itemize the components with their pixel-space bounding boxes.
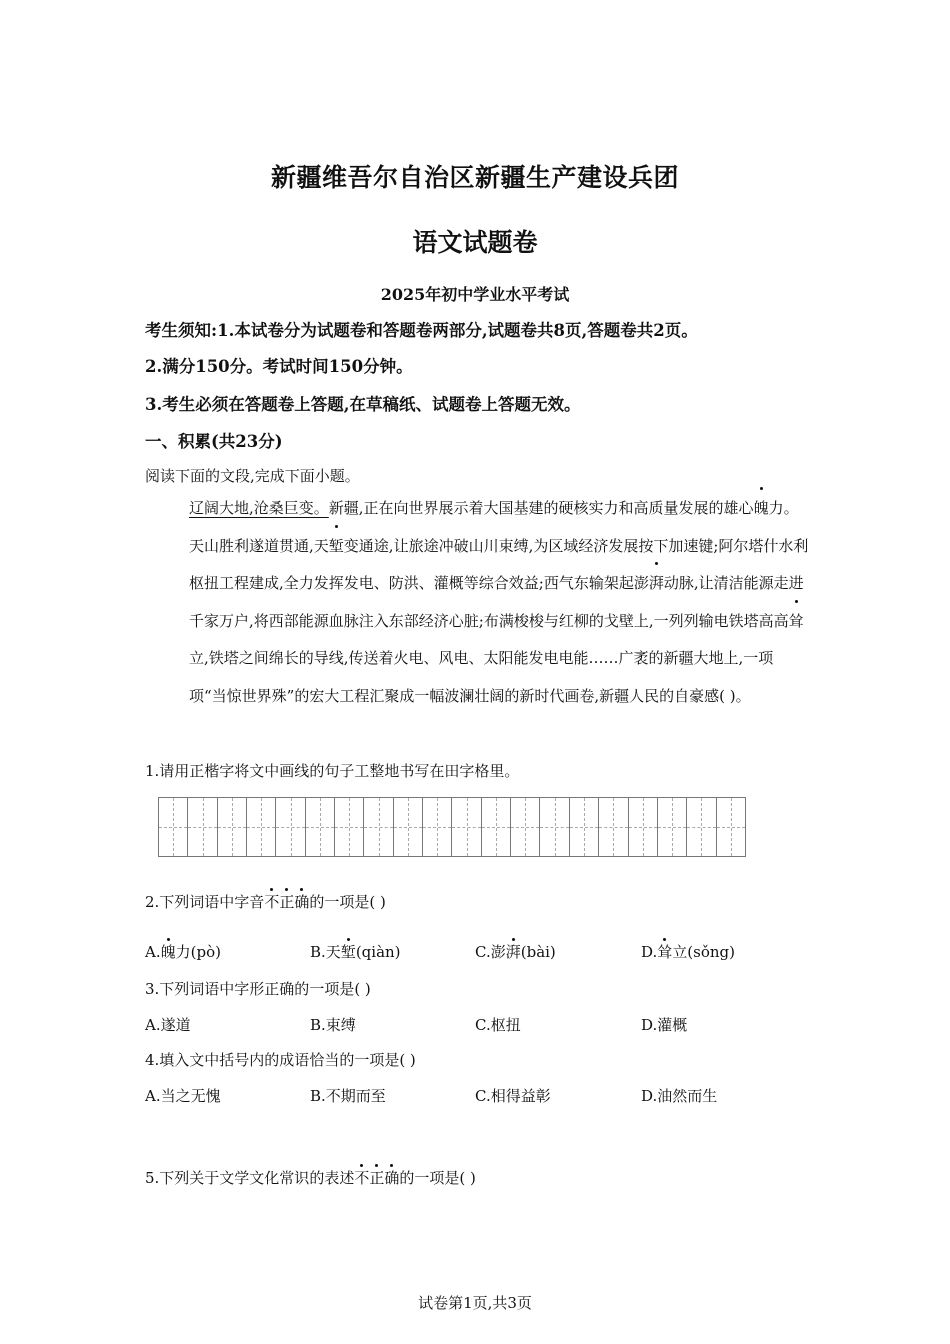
grid-cell[interactable]: [159, 798, 188, 856]
grid-cell[interactable]: [629, 798, 658, 856]
question-text: 2.下列词语中字音: [145, 893, 265, 911]
answer-option[interactable]: A.当之无愧: [145, 1087, 221, 1105]
passage-text: 新疆,正在向世界展示着大国基建的硬核实力和高质量发展的雄心: [328, 499, 754, 517]
dotted-char: 确: [384, 1169, 400, 1187]
grid-cell[interactable]: [247, 798, 276, 856]
passage-text: 变通途,让旅途冲破山川束缚,为区域经济发展按下加速键;阿尔塔什水利枢扭工程建成,全力发挥发电、防洪、灌概等综合效益;西气东输架起澎: [189, 536, 809, 592]
grid-cell[interactable]: [482, 798, 511, 856]
grid-cell[interactable]: [658, 798, 687, 856]
question-4: 4.填入文中括号内的成语恰当的一项是( ): [145, 1051, 416, 1069]
answer-option[interactable]: A.遂道: [145, 1016, 191, 1034]
exam-name: 2025年初中学业水平考试: [380, 285, 570, 304]
grid-cell[interactable]: [218, 798, 247, 856]
grid-cell[interactable]: [599, 798, 628, 856]
dotted-char: 不: [354, 1169, 370, 1187]
answer-option[interactable]: D.油然而生: [641, 1087, 718, 1105]
dotted-char: 堑: [329, 528, 344, 566]
grid-cell[interactable]: [540, 798, 569, 856]
grid-cell[interactable]: [511, 798, 540, 856]
dotted-char: 正: [369, 1169, 385, 1187]
grid-cell[interactable]: [687, 798, 716, 856]
notice-line-2: 2.满分150分。考试时间150分钟。: [145, 357, 413, 376]
dotted-char: 确: [294, 893, 310, 911]
grid-cell[interactable]: [570, 798, 599, 856]
answer-option[interactable]: C.澎湃(bài): [475, 943, 556, 961]
notice-line-1: 考生须知:1.本试卷分为试题卷和答题卷两部分,试题卷共8页,答题卷共2页。: [145, 321, 698, 340]
answer-option[interactable]: C.相得益彰: [475, 1087, 551, 1105]
section-instruction: 阅读下面的文段,完成下面小题。: [145, 467, 360, 485]
grid-cell[interactable]: [364, 798, 393, 856]
question-3: 3.下列词语中字形正确的一项是( ): [145, 980, 371, 998]
tianzige-grid[interactable]: [158, 797, 746, 857]
dotted-char: 耸: [789, 603, 804, 641]
answer-option[interactable]: A.魄力(pò): [145, 943, 221, 961]
dotted-char: 耸: [657, 943, 673, 961]
emphasis-dotted-text: [354, 1169, 399, 1187]
question-2: [145, 891, 386, 912]
grid-cell[interactable]: [452, 798, 481, 856]
dotted-char: 堑: [340, 943, 356, 961]
underlined-sentence: 辽阔大地,沧桑巨变。: [189, 499, 329, 517]
question-5: [145, 1167, 476, 1188]
answer-option[interactable]: D.灌概: [641, 1016, 688, 1034]
grid-cell[interactable]: [188, 798, 217, 856]
passage-text: 动脉,让清洁能源走进千家万户,将西部能源血脉注入东部经济心脏;布满梭梭与红柳的戈壁上,一列列输电铁塔高高: [189, 574, 804, 630]
grid-cell[interactable]: [717, 798, 745, 856]
reading-passage: [145, 490, 810, 715]
dotted-char: 湃: [505, 943, 521, 961]
passage-text: 力。天山胜利遂道贯通,天: [189, 499, 799, 555]
question-text: 的一项是( ): [309, 893, 386, 911]
answer-option[interactable]: B.不期而至: [310, 1087, 386, 1105]
grid-cell[interactable]: [423, 798, 452, 856]
dotted-char: 湃: [649, 565, 664, 603]
emphasis-dotted-text: [264, 893, 309, 911]
grid-cell[interactable]: [306, 798, 335, 856]
dotted-char: 正: [279, 893, 295, 911]
notice-line-3: 3.考生必须在答题卷上答题,在草稿纸、试题卷上答题无效。: [145, 395, 581, 414]
question-text: 5.下列关于文学文化常识的表述: [145, 1169, 355, 1187]
dotted-char: 魄: [754, 490, 769, 528]
answer-option[interactable]: B.天堑(qiàn): [310, 943, 401, 961]
exam-title-region: 新疆维吾尔自治区新疆生产建设兵团: [270, 163, 679, 192]
dotted-char: 魄: [160, 943, 176, 961]
answer-option[interactable]: B.束缚: [310, 1016, 356, 1034]
question-text: 的一项是( ): [399, 1169, 476, 1187]
grid-cell[interactable]: [276, 798, 305, 856]
grid-cell[interactable]: [335, 798, 364, 856]
exam-title-subject: 语文试题卷: [412, 228, 538, 257]
page-footer: 试卷第1页,共3页: [418, 1294, 532, 1312]
grid-cell[interactable]: [394, 798, 423, 856]
answer-option[interactable]: D.耸立(sǒng): [641, 943, 735, 961]
dotted-char: 不: [264, 893, 280, 911]
passage-text: 立,铁塔之间绵长的导线,传送着火电、风电、太阳能发电电能……广袤的新疆大地上,一项项“当惊世界殊”的宏大工程汇聚成一幅波澜壮阔的新时代画卷,新疆人民的自豪感( )。: [189, 649, 774, 705]
answer-option[interactable]: C.枢扭: [475, 1016, 521, 1034]
section-heading: 一、积累(共23分): [145, 432, 283, 451]
question-1: 1.请用正楷字将文中画线的句子工整地书写在田字格里。: [145, 762, 520, 780]
